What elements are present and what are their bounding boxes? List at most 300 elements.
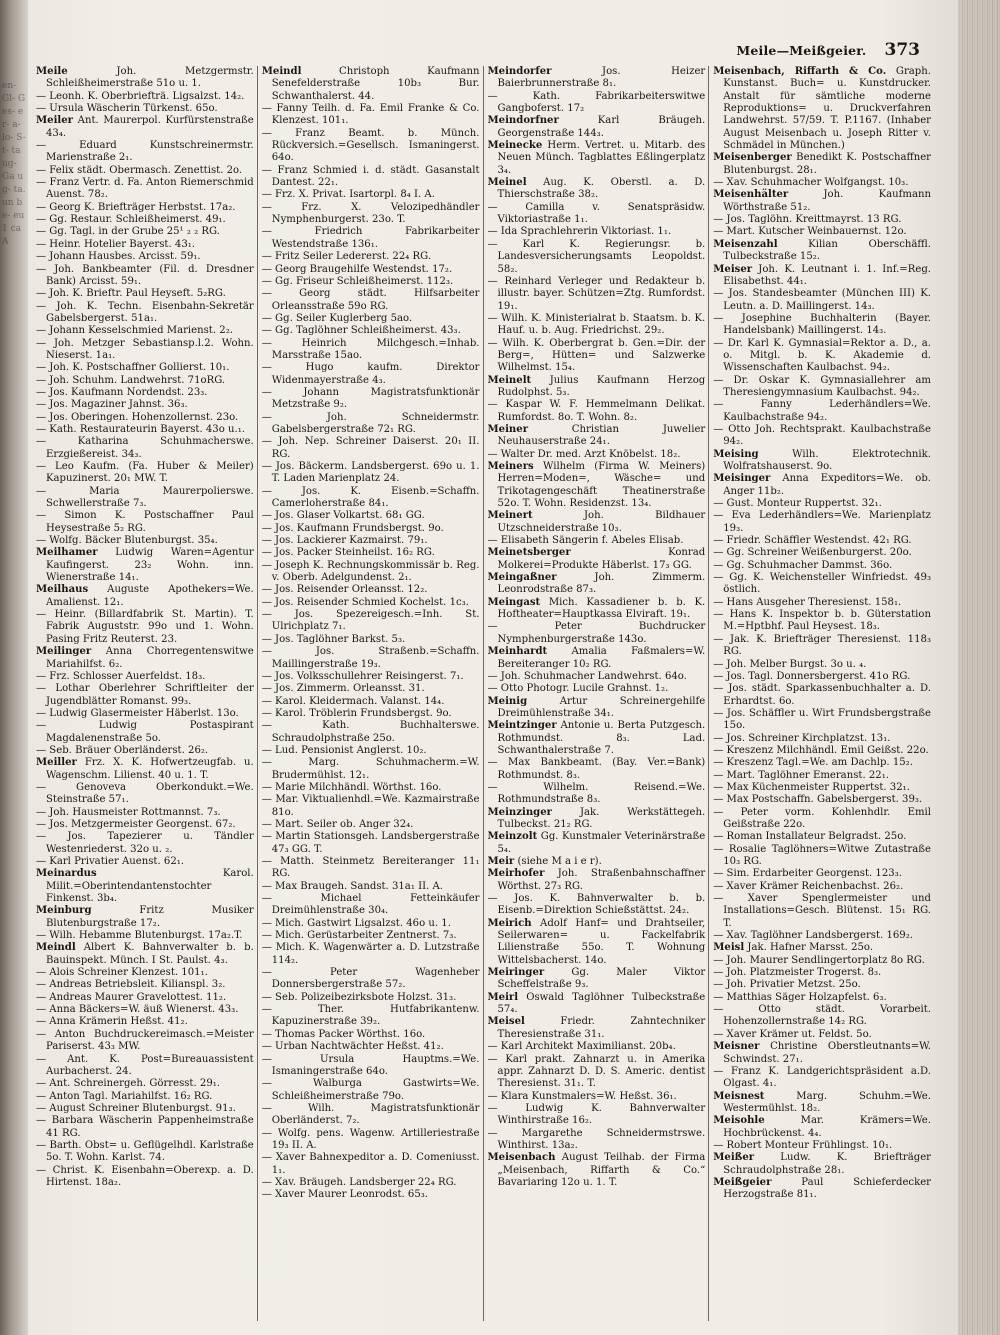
directory-entry: [713, 745, 931, 757]
entry-details: Joh. Zimmerm. Leonrodstraße 87₃.: [497, 572, 706, 596]
entry-details: — Max Braugeh. Sandst. 31a₁ II. A.: [261, 880, 443, 892]
entry-details: — Georg Braugehilfe Westendst. 17₂.: [261, 263, 453, 275]
entry-details: — Robert Monteur Frühlingst. 10₁.: [713, 1139, 893, 1151]
entry-details: Paul Schieferdecker Herzogstraße 81₁.: [723, 1176, 931, 1201]
entry-details: Oswald Taglöhner Tulbeckstraße 57₄.: [497, 991, 706, 1016]
directory-entry: [36, 486, 254, 511]
entry-details: — Jos. Zimmerm. Orleansst. 31.: [261, 683, 425, 695]
entry-details: — Peter Buchdrucker Nymphenburgerstraße 143o.: [487, 621, 706, 645]
directory-entry: [488, 276, 706, 313]
entry-details: — Joh. Schneidermstr. Gabelsbergerstraße 72₁ RG.: [261, 411, 480, 435]
directory-entry: [262, 226, 480, 251]
entry-surname: Meinel: [487, 177, 527, 189]
directory-entry: [713, 659, 931, 671]
directory-entry: [713, 992, 931, 1004]
directory-entry: [36, 1016, 254, 1028]
directory-entry: [262, 103, 480, 128]
directory-entry: [488, 831, 706, 856]
directory-entry: [262, 412, 480, 437]
entry-surname: Meindl: [261, 66, 302, 77]
directory-entry: [262, 535, 480, 547]
entry-details: — Mich. Gastwirt Ligsalzst. 46o u. 1.: [261, 917, 451, 929]
entry-details: — Johann Hausbes. Arcisst. 59₁.: [36, 251, 201, 263]
entry-details: — Michael Fetteinkäufer Dreimühlenstraße 30₄.: [261, 893, 480, 917]
entry-details: — Jos. Reisender Orleansst. 12₂.: [261, 584, 428, 596]
entry-details: — Wolfg. Bäcker Blutenburgst. 35₄.: [36, 535, 218, 547]
entry-details: — Walburga Gastwirts=We. Schleißheimerstraße 79o.: [261, 1078, 480, 1102]
entry-surname: Meilhamer: [36, 547, 98, 559]
directory-columns: [36, 66, 934, 1321]
entry-details: — Max Postschaffn. Gabelsbergerst. 39₃.: [713, 794, 923, 806]
directory-entry: [262, 831, 480, 856]
entry-surname: Meiler: [36, 115, 74, 127]
entry-details: — Kreszenz Tagl.=We. am Dachlp. 15₂.: [713, 757, 913, 769]
entry-surname: Meirich: [487, 917, 532, 929]
directory-entry: [36, 1115, 254, 1140]
directory-entry: [262, 1128, 480, 1153]
entry-surname: Meingast: [487, 596, 541, 608]
entry-details: — Gg. Restaur. Schleißheimerst. 49₁.: [36, 214, 226, 226]
entry-surname: Meisinger: [713, 473, 771, 485]
entry-surname: Meisenberger: [713, 152, 792, 164]
entry-details: — Rosalie Taglöhners=Witwe Zutastraße 10₃ RG.: [713, 843, 931, 867]
directory-entry: [488, 1152, 706, 1189]
entry-surname: Meinzolt: [487, 831, 538, 843]
directory-entry: [262, 930, 480, 942]
entry-details: — Gust. Monteur Ruppertst. 32₁.: [713, 498, 882, 510]
entry-details: — Barth. Obst= u. Geflügelhdl. Karlstraße 5o. T. Wohn. Karlst. 74.: [36, 1139, 254, 1164]
directory-entry: [713, 930, 931, 942]
entry-details: — Urban Nachtwächter Heßst. 41₂.: [261, 1041, 444, 1053]
entry-details: Gg. Kunstmaler Veterinärstraße 5₄.: [497, 831, 706, 855]
directory-entry: [262, 609, 480, 634]
directory-entry: [36, 646, 254, 671]
directory-entry: [36, 868, 254, 905]
directory-entry: [262, 313, 480, 325]
entry-details: — Wolfg. pens. Wagenw. Artilleriestraße 19₃ II. A.: [261, 1127, 480, 1151]
directory-entry: [262, 720, 480, 745]
directory-entry: [262, 486, 480, 511]
directory-entry: [713, 609, 931, 634]
directory-entry: [36, 609, 254, 646]
directory-entry: [262, 1041, 480, 1053]
entry-details: Kilian Oberschäffl. Tulbeckstraße 15₂.: [723, 238, 931, 263]
directory-entry: [36, 745, 254, 757]
directory-entry: [36, 1103, 254, 1115]
directory-entry: [713, 844, 931, 869]
directory-entry: [713, 189, 931, 214]
entry-details: — Fritz Seiler Ledererst. 22₄ RG.: [261, 251, 432, 263]
entry-details: — Seb. Bräuer Oberländerst. 26₂.: [36, 744, 209, 756]
directory-entry: [262, 189, 480, 201]
entry-surname: Meindorfer: [487, 66, 552, 77]
entry-surname: Meinardus: [36, 868, 97, 880]
entry-surname: Meisohle: [713, 1115, 765, 1127]
entry-details: — Jos. K. Bahnverwalter b. b. Eisenb.=Direktion Schießstättst. 24₂.: [487, 893, 706, 917]
running-head-range: Meile—Meißgeier.: [736, 43, 867, 58]
directory-entry: [36, 979, 254, 991]
directory-entry: [262, 708, 480, 720]
entry-details: Herm. Vertret. u. Mitarb. des Neuen Münch. Tagblattes Eßlingerplatz 3₄.: [497, 140, 706, 176]
entry-details: Joh. Metzgermstr. Schleißheimerstraße 51o u. 1.: [46, 66, 254, 90]
directory-entry: [713, 226, 931, 238]
entry-details: — Hans K. Inspektor b. b. Güterstation M.=Hptbhf. Paul Heysest. 18₃.: [713, 609, 931, 633]
directory-entry: [36, 1004, 254, 1016]
entry-details: — Joh. K. Brieftr. Paul Heyseft. 5₂RG.: [36, 288, 226, 300]
directory-entry: [36, 967, 254, 979]
entry-details: — Franz Vertr. d. Fa. Anton Riemerschmid Auenst. 78₂.: [36, 177, 254, 201]
directory-entry: [488, 66, 706, 91]
directory-entry: [36, 239, 254, 251]
entry-details: — Jos. Oberingen. Hohenzollernst. 23o.: [36, 411, 239, 423]
entry-details: Anna Expeditors=We. ob. Anger 11b₂.: [723, 473, 931, 497]
entry-details: — Anton Buchdruckereimasch.=Meister Pariserst. 43₃ MW.: [36, 1028, 254, 1053]
directory-entry: [488, 547, 706, 572]
directory-entry: [36, 782, 254, 807]
entry-details: — Johann Magistratsfunktionär Metzstraße 9₂.: [261, 386, 480, 411]
directory-entry: [713, 757, 931, 769]
directory-entry: [262, 881, 480, 893]
entry-details: Jos. Heizer Baierbrunnerstraße 8₁.: [497, 66, 706, 90]
directory-entry: [36, 683, 254, 708]
directory-entry: [262, 165, 480, 190]
directory-entry: [36, 807, 254, 819]
entry-details: Mich. Kassadiener b. b. K. Hoftheater=Hauptkassa Elviraft. 19₁.: [497, 596, 706, 621]
directory-entry: [262, 436, 480, 461]
entry-details: — Gg. Schuhmacher Dammst. 36o.: [713, 559, 893, 571]
entry-details: — Jos. Standesbeamter (München III) K. Leutn. a. D. Maillingerst. 14₃.: [713, 288, 931, 312]
entry-details: — Jos. Schreiner Kirchplatzst. 13₁.: [713, 732, 891, 744]
directory-entry: [262, 683, 480, 695]
directory-entry: [36, 1078, 254, 1090]
entry-surname: Meiner: [487, 423, 529, 435]
entry-surname: Meiller: [36, 757, 77, 769]
entry-details: — Jos. K. Eisenb.=Schaffn. Camerloherstraße 84₁.: [261, 485, 480, 510]
entry-details: Antonie u. Berta Putzgesch. Rothmundst. 8₃. Lad. Schwanthalerstraße 7.: [497, 720, 706, 756]
directory-entry: [262, 918, 480, 930]
entry-details: — Jos. Taglöhn. Kreittmayrst. 13 RG.: [713, 214, 902, 226]
entry-surname: Meindorfner: [487, 115, 559, 127]
directory-entry: [262, 325, 480, 337]
entry-details: — Anna Krämerin Heßst. 41₂.: [36, 1016, 188, 1028]
directory-entry: [36, 115, 254, 140]
entry-details: — Joh. Platzmeister Trogerst. 8₃.: [713, 967, 882, 979]
entry-details: Christian Juwelier Neuhauserstraße 24₁.: [497, 423, 706, 448]
entry-surname: Meisner: [713, 1041, 760, 1053]
entry-details: — Karl prakt. Zahnarzt u. in Amerika appr. Zahnarzt D. D. S. Americ. dentist Theresienst. 31₁. T.: [487, 1053, 706, 1090]
directory-entry: [262, 745, 480, 757]
entry-details: — Jos. Glaser Volkartst. 68₁ GG.: [261, 510, 425, 522]
directory-entry: [262, 794, 480, 819]
entry-surname: Meisenzahl: [713, 238, 778, 250]
entry-details: — Jos. Tagl. Donnersbergerst. 41o RG.: [713, 670, 911, 682]
directory-entry: [36, 288, 254, 300]
entry-details: — Dr. Oskar K. Gymnasiallehrer am Theresiengymnasium Kaulbachst. 94₂.: [713, 374, 931, 398]
entry-details: — Klara Kunstmalers=W. Heßst. 36₁.: [487, 1090, 677, 1102]
entry-details: — Franz K. Landgerichtspräsident a.D. Olgast. 4₁.: [713, 1065, 931, 1090]
entry-details: — Wilh. Magistratsfunktionär Oberländerst. 7₂.: [261, 1102, 480, 1127]
entry-details: — Joh. Hausmeister Rottmannst. 7₃.: [36, 806, 221, 818]
entry-details: — Katharina Schuhmacherswe. Erzgießereist. 34₃.: [36, 436, 254, 460]
entry-surname: Meisnest: [713, 1090, 765, 1102]
directory-entry: [36, 930, 254, 942]
entry-details: — Leonh. K. Oberbriefträ. Ligsalzst. 14₂.: [36, 90, 245, 102]
page-number: 373: [884, 40, 920, 60]
directory-entry: [488, 683, 706, 695]
entry-details: — Kreszenz Milchhändl. Emil Geißst. 22o.: [713, 744, 929, 756]
entry-surname: Meingaßner: [487, 572, 557, 584]
directory-entry: [36, 856, 254, 868]
entry-details: Christine Oberstleutnants=W. Schwindst. 27₁.: [723, 1041, 931, 1065]
entry-details: Ludwig Waren=Agentur Kaufingerst. 23₂ Wohn. inn. Wienerstraße 14₁.: [46, 547, 254, 584]
entry-details: Joh. Bildhauer Utzschneiderstraße 10₃.: [497, 510, 706, 534]
directory-entry: [36, 301, 254, 326]
entry-details: — Karl Privatier Auenst. 62₁.: [36, 856, 184, 867]
column-3: [488, 66, 710, 1321]
directory-entry: [262, 696, 480, 708]
entry-details: — Anton Tagl. Mariahilfst. 16₂ RG.: [36, 1090, 213, 1102]
directory-entry: [36, 671, 254, 683]
entry-details: — Joh. K. Techn. Eisenbahn-Sekretär Gabelsbergerst. 51a₁.: [36, 300, 254, 324]
directory-entry: [713, 1152, 931, 1177]
entry-details: — Karol. Kleidermach. Valanst. 14₄.: [261, 695, 445, 707]
directory-entry: [36, 708, 254, 720]
entry-surname: Meisenbach: [487, 1152, 556, 1164]
directory-entry: [36, 436, 254, 461]
directory-entry: [713, 1004, 931, 1029]
entry-details: — Wilh. K. Oberbergrat b. Gen.=Dir. der Berg=, Hütten= und Salzwerke Wilhelmst. 15₄.: [487, 337, 706, 374]
entry-details: Christoph Kaufmann Senefelderstraße 10b₃ Bur. Schwanthalerst. 44.: [271, 66, 480, 102]
directory-entry: [488, 1016, 706, 1041]
entry-details: — Gg. Seiler Kuglerberg 5ao.: [261, 312, 413, 324]
entry-details: — Martin Stationsgeh. Landsbergerstraße 47₃ GG. T.: [261, 831, 480, 855]
directory-entry: [713, 1066, 931, 1091]
entry-details: — Fanny Teilh. d. Fa. Emil Franke & Co. Klenzest. 101₁.: [261, 103, 480, 127]
entry-details: — Camilla v. Senatspräsidw. Viktoriastraße 1₁.: [487, 201, 706, 226]
entry-surname: Meisel: [487, 1016, 525, 1028]
directory-entry: [36, 1054, 254, 1079]
entry-details: — Kaspar W. F. Hemmelmann Delikat. Rumfordst. 8o. T. Wohn. 8₂.: [487, 399, 706, 423]
entry-details: — Lothar Oberlehrer Schriftleiter der Jugendblätter Romanst. 99₃.: [36, 683, 254, 707]
entry-details: — Ludwig K. Bahnverwalter Winthirstraße 16₂.: [487, 1102, 706, 1127]
directory-entry: [36, 942, 254, 967]
directory-entry: [713, 770, 931, 782]
directory-entry: [713, 634, 931, 659]
directory-entry: [488, 424, 706, 449]
entry-details: Graph. Kunstanst. Buch= u. Kunstdrucker. Anstalt für sämtliche moderne Reproduktions= u. Druckverfahren Landwehrst. 57/59. T. P.1167. (Inhaber August Meisenbach u. Joseph Ritter v. Schmädel in München.): [723, 66, 931, 152]
entry-details: Julius Kaufmann Herzog Rudolphst. 5₃.: [497, 374, 706, 398]
entry-surname: Meinhardt: [487, 646, 548, 658]
directory-entry: [262, 819, 480, 831]
column-2: [262, 66, 484, 1321]
entry-details: — Georg städt. Hilfsarbeiter Orleansstraße 59o RG.: [261, 288, 480, 312]
directory-entry: [488, 535, 706, 547]
entry-surname: Meir: [487, 856, 515, 867]
column-4: [713, 66, 934, 1321]
directory-entry: [36, 510, 254, 535]
entry-details: — Mart. Taglöhner Emeranst. 22₁.: [713, 769, 889, 781]
entry-details: — Matthias Säger Holzapfelst. 6₃.: [713, 991, 887, 1003]
entry-details: Konrad Molkerei=Produkte Häberlst. 17₃ GG.: [497, 547, 706, 571]
directory-entry: [488, 918, 706, 967]
entry-details: — Joh. Maurer Sendlingertorplatz 8o RG.: [713, 954, 925, 966]
entry-details: — Joh. Privatier Metzst. 25o.: [713, 979, 861, 991]
directory-entry: [262, 942, 480, 967]
directory-entry: [36, 399, 254, 411]
entry-details: — Wilhelm. Reisend.=We. Rothmundstraße 8₃.: [487, 781, 706, 806]
directory-entry: [488, 893, 706, 918]
entry-details: — Jos. Tapezierer u. Tändler Westenriederst. 32o u. ₂.: [36, 831, 254, 855]
entry-details: — Joh. Schuhm. Landwehrst. 71oRG.: [36, 374, 226, 386]
entry-details: Aug. K. Oberstl. a. D. Thierschstraße 38₂.: [497, 177, 706, 201]
entry-details: — Ant. K. Post=Bureauassistent Aurbacherst. 24.: [36, 1053, 254, 1077]
entry-details: — Jos. Bäckerm. Landsbergerst. 69o u. 1. T. Laden Marienplatz 24.: [261, 461, 480, 485]
entry-surname: Meinburg: [36, 905, 92, 917]
directory-entry: [713, 449, 931, 474]
directory-entry: [713, 782, 931, 794]
directory-entry: [262, 967, 480, 992]
entry-details: — Thomas Packer Wörthst. 16o.: [261, 1028, 426, 1040]
entry-details: — Jos. Spezereigesch.=Inh. St. Ulrichplatz 7₁.: [261, 609, 480, 633]
entry-details: — Gg. Tagl. in der Grube 25¹ ₂ ₂ RG.: [36, 226, 220, 238]
directory-entry: [713, 547, 931, 559]
entry-details: — Matth. Steinmetz Bereiteranger 11₁ RG.: [261, 856, 480, 880]
directory-entry: [713, 708, 931, 733]
entry-details: Albert K. Bahnverwalter b. b. Bauinspekt. Münch. I St. Paulst. 4₃.: [46, 942, 254, 966]
entry-details: — Otto Joh. Rechtsprakt. Kaulbachstraße 94₂.: [713, 423, 931, 448]
directory-entry: [36, 177, 254, 202]
directory-entry: [36, 214, 254, 226]
directory-entry: [262, 276, 480, 288]
entry-details: — Joseph K. Rechnungskommissär b. Reg. v. Oberb. Adelgundenst. 2₁.: [261, 559, 480, 584]
directory-entry: [713, 942, 931, 954]
directory-entry: [713, 560, 931, 572]
entry-details: — Gg. Friseur Schleißheimerst. 112₃.: [261, 275, 454, 287]
entry-details: August Teilhab. der Firma „Meisenbach, Riffarth & Co.“ Bavariaring 12o u. 1. T.: [497, 1152, 706, 1188]
entry-details: — Andreas Betriebsleit. Kilianspl. 3₂.: [36, 979, 226, 991]
entry-details: — Xaver Maurer Leonrodst. 65₃.: [261, 1189, 429, 1201]
entry-details: Ant. Maurerpol. Kurfürstenstraße 43₄.: [46, 115, 254, 139]
entry-details: — Jos. Kaufmann Nordendst. 23₃.: [36, 386, 208, 398]
directory-entry: [36, 412, 254, 424]
running-head: [600, 40, 920, 62]
entry-details: — Franz Schmied i. d. städt. Gasanstalt Dantest. 22₁.: [261, 164, 480, 189]
directory-entry: [36, 251, 254, 263]
directory-entry: [36, 547, 254, 584]
entry-details: — Elisabeth Sängerin f. Abeles Elisab.: [487, 535, 684, 547]
entry-details: — Josephine Buchhalterin (Bayer. Handelsbank) Maillingerst. 14₃.: [713, 312, 931, 337]
directory-entry: [262, 893, 480, 918]
directory-entry: [488, 856, 706, 868]
entry-details: — Eduard Kunstschreinermstr. Marienstraße 2₁.: [36, 140, 254, 164]
entry-details: Marg. Schuhm.=We. Westermühlst. 18₂.: [723, 1090, 931, 1114]
directory-entry: [713, 1041, 931, 1066]
directory-entry: [262, 634, 480, 646]
entry-details: — Joh. Nep. Schreiner Daiserst. 20₁ II. RG.: [261, 436, 480, 460]
directory-entry: [488, 720, 706, 757]
entry-surname: Meilhaus: [36, 584, 89, 596]
directory-entry: [36, 165, 254, 177]
entry-details: — Xaver Bahnexpeditor a. D. Comeniusst. 1₁.: [261, 1152, 480, 1176]
directory-entry: [488, 807, 706, 832]
directory-entry: [488, 115, 706, 140]
directory-entry: [36, 992, 254, 1004]
entry-details: Joh. K. Leutnant i. 1. Inf.=Reg. Elisabethst. 44₁.: [723, 263, 931, 287]
entry-details: Wilh. Elektrotechnik. Wolfratshauserst. 9o.: [723, 448, 931, 472]
entry-details: — Fanny Lederhändlers=We. Kaulbachstraße 94₂.: [713, 399, 931, 423]
directory-entry: [36, 387, 254, 399]
directory-entry: [262, 992, 480, 1004]
entry-details: — Jos. städt. Sparkassenbuchhalter a. D. Erhardtst. 6o.: [713, 683, 931, 707]
directory-entry: [36, 720, 254, 745]
entry-details: — Simon K. Postschaffner Paul Heysestraße 5₂ RG.: [36, 510, 254, 534]
directory-entry: [713, 288, 931, 313]
entry-surname: Meising: [713, 448, 759, 460]
directory-entry: [713, 671, 931, 683]
entry-details: — Andreas Maurer Gravelottest. 11₂.: [36, 991, 227, 1003]
entry-details: — Gg. Schreiner Weißenburgerst. 20o.: [713, 547, 912, 559]
entry-details: — Kath. Restaurateurin Bayerst. 43o u.₁.: [36, 423, 245, 435]
directory-entry: [262, 1054, 480, 1079]
entry-details: — Felix städt. Obermasch. Zenettist. 2o.: [36, 164, 243, 176]
entry-details: — Leo Kaufm. (Fa. Huber & Meiler) Kapuzinerst. 20₁ MW. T.: [36, 461, 254, 485]
directory-entry: [713, 1115, 931, 1140]
entry-surname: Meisenhälter: [713, 189, 789, 201]
entry-details: — Jos. Magaziner Jahnst. 36₃.: [36, 399, 188, 411]
entry-details: — Marie Milchhändl. Wörthst. 16o.: [261, 781, 442, 793]
directory-entry: [713, 214, 931, 226]
directory-entry: [713, 66, 931, 152]
entry-details: (siehe M a i e r).: [514, 856, 602, 867]
directory-entry: [36, 325, 254, 337]
entry-details: — Xav. Schuhmacher Wolfgangst. 10₃.: [713, 177, 909, 189]
entry-details: — Jos. Volksschullehrer Reisingerst. 7₁.: [261, 670, 464, 682]
entry-surname: Meinecke: [487, 140, 543, 152]
directory-entry: [488, 510, 706, 535]
directory-entry: [713, 979, 931, 991]
entry-details: — Joh. Metzger Sebastiansp.l.2. Wohn. Nieserst. 1a₁.: [36, 337, 254, 361]
entry-details: — Jak. K. Briefträger Theresienst. 118₃ RG.: [713, 633, 931, 658]
directory-entry: [36, 757, 254, 782]
entry-details: — Peter Wagenheber Donnersbergerstraße 57₂.: [261, 967, 480, 991]
entry-details: — Hans Ausgeher Theresienst. 158₁.: [713, 596, 902, 608]
entry-details: Karl Bräugeh. Georgenstraße 144₃.: [497, 115, 706, 139]
entry-details: — Heinr. Hotelier Bayerst. 43₁.: [36, 238, 196, 250]
directory-entry: [36, 905, 254, 930]
entry-details: — Walter Dr. med. Arzt Knöbelst. 18₂.: [487, 448, 681, 460]
directory-entry: [262, 1177, 480, 1189]
directory-entry: [36, 226, 254, 238]
directory-entry: [713, 177, 931, 189]
directory-entry: [713, 1140, 931, 1152]
directory-entry: [36, 375, 254, 387]
entry-details: — Jos. Kaufmann Frundsbergst. 9o.: [261, 522, 444, 534]
entry-surname: Meinzinger: [487, 806, 552, 818]
directory-entry: [36, 819, 254, 831]
entry-details: Jak. Werkstättegeh. Tulbeckst. 21₂ RG.: [497, 806, 706, 830]
directory-entry: [262, 1078, 480, 1103]
entry-details: Adolf Hanf= und Drahtseiler, Seilerwaren= u. Fackelfabrik Lilienstraße 55o. T. Wohnung Wittelsbacherst. 14o.: [497, 917, 706, 966]
directory-entry: [262, 251, 480, 263]
entry-details: — Mart. Kutscher Weinbauernst. 12o.: [713, 226, 907, 238]
directory-entry: [488, 313, 706, 338]
directory-entry: [488, 1054, 706, 1091]
entry-details: — Ida Sprachlehrerin Viktoriast. 1₁.: [487, 226, 672, 238]
entry-details: Auguste Apothekers=We. Amalienst. 12₁.: [46, 584, 254, 608]
directory-entry: [488, 239, 706, 276]
entry-details: — Gg. Taglöhner Schleißheimerst. 43₃.: [261, 325, 461, 337]
directory-entry: [262, 584, 480, 596]
